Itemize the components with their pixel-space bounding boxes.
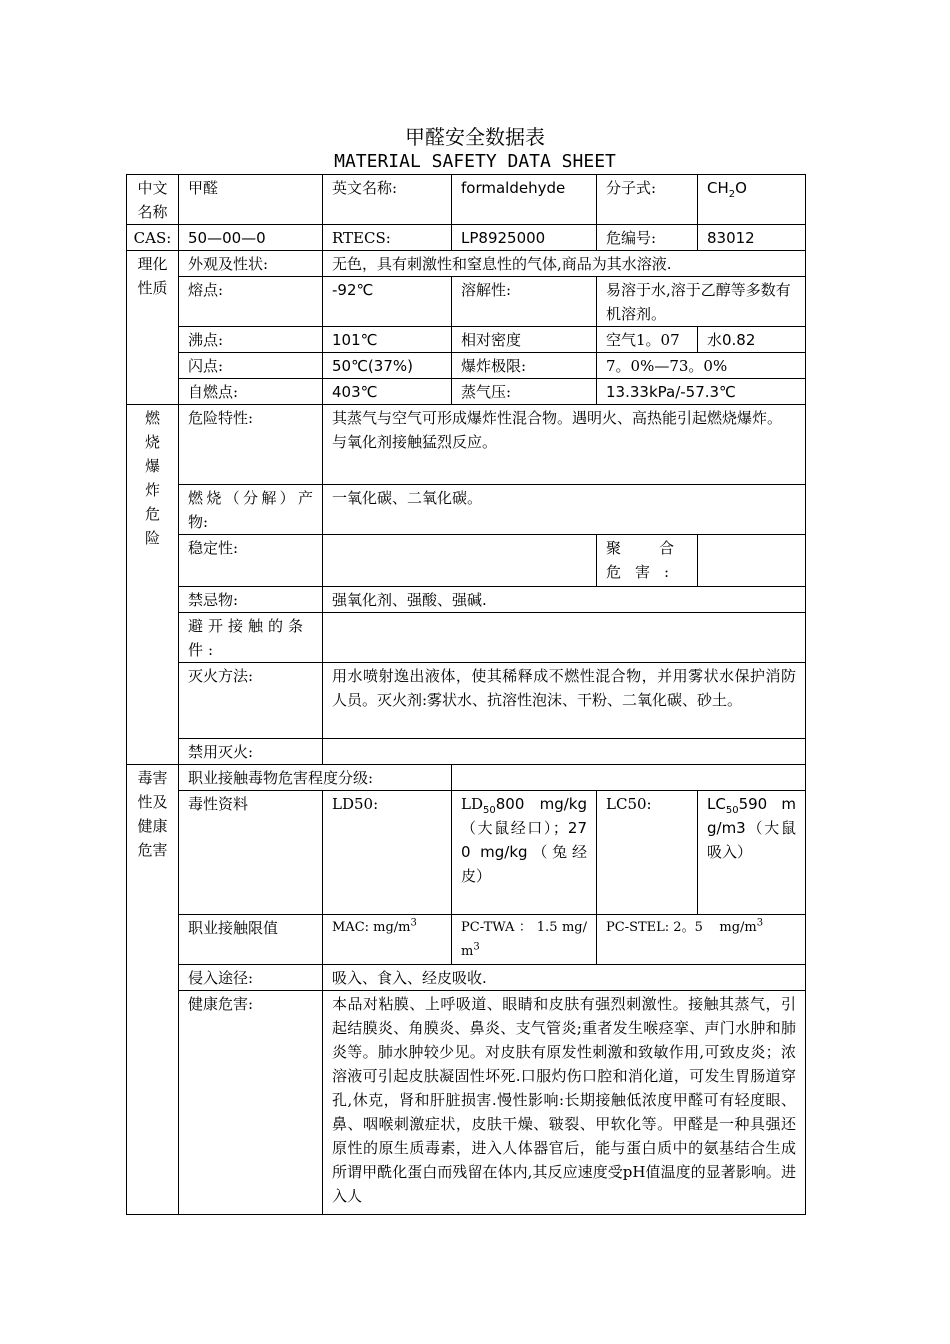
cas-label: CAS:: [127, 225, 179, 251]
formula-main: CH: [707, 179, 729, 197]
incompatible-value: 强氧化剂、强酸、强碱.: [323, 587, 806, 613]
incompatible-row: [127, 587, 806, 613]
explosion-value: 7。0%—73。0%: [597, 353, 806, 379]
melting-label: 熔点:: [179, 277, 323, 327]
polymer-hazard-value: [698, 535, 806, 587]
health-section-text: 毒害性及健康危害: [137, 769, 168, 859]
mac-value: [323, 915, 452, 965]
en-name-label: 英文名称:: [323, 175, 452, 225]
physchem-section-label: 理化性质: [127, 251, 179, 405]
route-label: 侵入途径:: [179, 965, 323, 991]
identity-row: [127, 175, 806, 225]
avoid-conditions-label: 避开接触的条件:: [179, 613, 323, 663]
boiling-row: [127, 327, 806, 353]
extinguish-label: 灭火方法:: [179, 663, 323, 739]
autoignition-value: 403℃: [323, 379, 452, 405]
ld50-label: LD50:: [323, 791, 452, 915]
fire-hazard-row: [127, 405, 806, 485]
document-subtitle: MATERIAL SAFETY DATA SHEET: [334, 151, 616, 172]
pcstel-text: PC-STEL: 2。5 mg/m: [606, 920, 757, 935]
hazard-no-label: 危编号:: [597, 225, 698, 251]
fire-section-text: 燃烧爆炸危险: [144, 409, 160, 547]
banned-extinguish-row: [127, 739, 806, 765]
vapor-value: 13.33kPa/-57.3℃: [597, 379, 806, 405]
appearance-row: [127, 251, 806, 277]
combustion-products-label: 燃烧（分解）产物:: [179, 485, 323, 535]
boiling-label: 沸点:: [179, 327, 323, 353]
density-label: 相对密度: [452, 327, 597, 353]
route-value: 吸入、食入、经皮吸收.: [323, 965, 806, 991]
ld50-value: [452, 791, 597, 915]
rtecs-label: RTECS:: [323, 225, 452, 251]
ld50-subscript: 50: [483, 805, 496, 816]
autoignition-label: 自燃点:: [179, 379, 323, 405]
flash-value: 50℃(37%): [323, 353, 452, 379]
health-harm-value: 本品对粘膜、上呼吸道、眼睛和皮肤有强烈刺激性。接触其蒸气，引起结膜炎、角膜炎、鼻炎、支气管炎;重者发生喉痉挛、声门水肿和肺炎等。肺水肿较少见。对皮肤有原发性刺激和致敏作用,可致皮炎；浓溶液可引起皮肤凝固性坏死.口服灼伤口腔和消化道，可发生胃肠道穿孔,休克，肾和肝脏损害.慢性影响:长期接触低浓度甲醛可有轻度眼、鼻、咽喉刺激症状，皮肤干燥、皲裂、甲软化等。甲醛是一种具强还原性的原生质毒素，进入人体器官后，能与蛋白质中的氨基结合生成所谓甲酰化蛋白而残留在体内,其反应速度受pH值温度的显著影响。进入人: [323, 991, 806, 1215]
document-title: 甲醛安全数据表: [405, 125, 545, 149]
exposure-limit-label: 职业接触限值: [179, 915, 323, 965]
explosion-label: 爆炸极限:: [452, 353, 597, 379]
ld50-prefix: LD: [461, 795, 483, 813]
hazard-grade-row: [127, 765, 806, 791]
pcstel-superscript: 3: [756, 917, 764, 929]
solubility-label: 溶解性:: [452, 277, 597, 327]
solubility-value: 易溶于水,溶于乙醇等多数有机溶剂。: [597, 277, 806, 327]
flash-row: [127, 353, 806, 379]
cn-name-label: 中文名称: [127, 175, 179, 225]
extinguish-value: 用水喷射逸出液体，使其稀释成不燃性混合物，并用雾状水保护消防人员。灭火剂:雾状水、抗溶性泡沫、干粉、二氧化碳、砂土。: [323, 663, 806, 739]
toxicity-row: [127, 791, 806, 915]
ld50-text: 800 mg/kg（大鼠经口）；270 mg/kg（兔经皮）: [461, 795, 587, 885]
en-name-value: formaldehyde: [452, 175, 597, 225]
extinguish-row: [127, 663, 806, 739]
stability-value: [323, 535, 597, 587]
combustion-products-value: 一氧化碳、二氧化碳。: [323, 485, 806, 535]
appearance-label: 外观及性状:: [179, 251, 323, 277]
pctwa-text: PC-TWA ： 1.5 mg/m: [461, 920, 587, 959]
toxicity-label: 毒性资料: [179, 791, 323, 915]
stability-row: [127, 535, 806, 587]
lc50-subscript: 50: [725, 805, 739, 816]
polymer-hazard-label: 聚合危害:: [597, 535, 698, 587]
fire-section-label: [127, 405, 179, 765]
rtecs-value: LP8925000: [452, 225, 597, 251]
health-harm-row: [127, 991, 806, 1215]
lc50-prefix: LC: [707, 795, 726, 813]
formula-subscript: 2: [728, 189, 736, 200]
melting-row: [127, 277, 806, 327]
fire-hazard-label: 危险特性:: [179, 405, 323, 485]
lc50-value: [698, 791, 806, 915]
msds-table: [126, 174, 806, 1215]
hazard-grade-label: 职业接触毒物危害程度分级:: [179, 765, 452, 791]
pctwa-value: [452, 915, 597, 965]
cas-row: [127, 225, 806, 251]
hazard-no-value: 83012: [698, 225, 806, 251]
combustion-products-row: [127, 485, 806, 535]
banned-extinguish-value: [323, 739, 806, 765]
hazard-grade-value: [452, 765, 806, 791]
mac-text: MAC: mg/m: [332, 920, 411, 935]
health-section-label: [127, 765, 179, 1215]
lc50-label: LC50:: [597, 791, 698, 915]
banned-extinguish-label: 禁用灭火:: [179, 739, 323, 765]
mac-superscript: 3: [410, 917, 417, 929]
formula-label: 分子式:: [597, 175, 698, 225]
melting-value: -92℃: [323, 277, 452, 327]
route-row: [127, 965, 806, 991]
avoid-conditions-value: [323, 613, 806, 663]
formula-tail: O: [735, 179, 747, 197]
lc50-text: 590 mg/m3（大鼠吸入）: [707, 795, 796, 861]
fire-hazard-value: 其蒸气与空气可形成爆炸性混合物。遇明火、高热能引起燃烧爆炸。与氧化剂接触猛烈反应。: [323, 405, 806, 485]
cas-value: 50—00—0: [179, 225, 323, 251]
pctwa-superscript: 3: [473, 941, 480, 953]
appearance-value: 无色，具有刺激性和窒息性的气体,商品为其水溶液.: [323, 251, 806, 277]
pcstel-value: [597, 915, 806, 965]
stability-label: 稳定性:: [179, 535, 323, 587]
flash-label: 闪点:: [179, 353, 323, 379]
autoignition-row: [127, 379, 806, 405]
avoid-conditions-row: [127, 613, 806, 663]
density-water: 水0.82: [698, 327, 806, 353]
formula-value: [698, 175, 806, 225]
density-air: 空气1。07: [597, 327, 698, 353]
cn-name-value: 甲醛: [179, 175, 323, 225]
exposure-limit-row: [127, 915, 806, 965]
incompatible-label: 禁忌物:: [179, 587, 323, 613]
health-harm-label: 健康危害:: [179, 991, 323, 1215]
vapor-label: 蒸气压:: [452, 379, 597, 405]
boiling-value: 101℃: [323, 327, 452, 353]
